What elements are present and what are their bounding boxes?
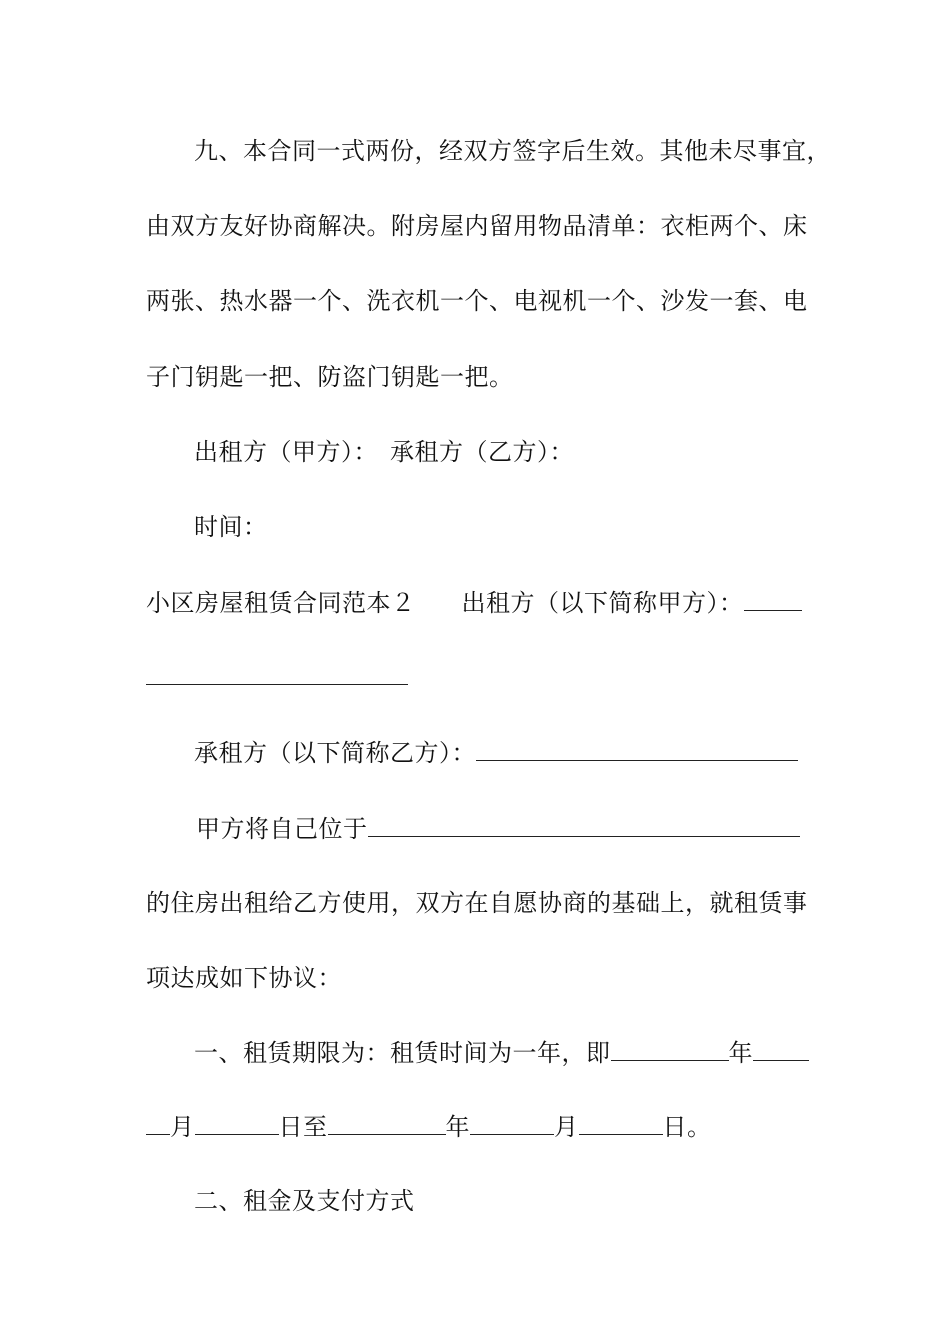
located-at-label: 甲方将自己位于 <box>196 815 368 843</box>
term-line-2 <box>146 1112 826 1142</box>
year-label: 年 <box>445 1113 470 1141</box>
month-label: 月 <box>554 1113 579 1141</box>
lessee-label: 承租方（乙方）： <box>390 438 574 466</box>
paragraph-9-line-3 <box>146 286 826 316</box>
lessee-line <box>194 738 874 768</box>
text: 的住房出租给乙方使用，双方在自愿协商的基础上，就租赁事 <box>146 889 808 917</box>
paragraph-9-line-2 <box>146 211 826 241</box>
contract-title: 小区房屋租赁合同范本２ <box>146 589 416 617</box>
start-day-blank <box>195 1112 279 1135</box>
end-month-blank <box>470 1112 554 1135</box>
term-line-1 <box>194 1038 874 1068</box>
lessor-name-blank-continued <box>146 684 408 685</box>
time-label: 时间： <box>194 513 268 541</box>
start-year-blank <box>611 1038 729 1061</box>
term-label: 一、租赁期限为：租赁时间为一年，即 <box>194 1039 611 1067</box>
start-month-blank <box>753 1038 809 1061</box>
year-label: 年 <box>728 1039 753 1067</box>
time-line <box>194 512 874 542</box>
lessor-full-label: 出租方（以下简称甲方）： <box>461 589 744 617</box>
paragraph-9-line-4 <box>146 362 826 392</box>
text: 两张、热水器一个、洗衣机一个、电视机一个、沙发一套、电 <box>146 287 808 315</box>
end-year-blank <box>328 1112 446 1135</box>
text: 二、租金及支付方式 <box>194 1187 415 1215</box>
day-to-label: 日至 <box>278 1113 328 1141</box>
text: 项达成如下协议： <box>146 964 342 992</box>
signature-line <box>194 437 874 467</box>
lessor-label: 出租方（甲方）： <box>194 438 378 466</box>
lessee-name-blank <box>476 738 798 761</box>
month-label: 月 <box>170 1113 195 1141</box>
text: 九、本合同一式两份，经双方签字后生效。其他未尽事宜， <box>194 137 831 165</box>
paragraph-lease-line-2 <box>146 963 826 993</box>
start-month-blank-continued <box>146 1112 170 1135</box>
lessor-name-blank <box>744 588 802 611</box>
section-2-title <box>194 1186 874 1216</box>
contract-title-line <box>146 588 826 618</box>
text: 由双方友好协商解决。附房屋内留用物品清单：衣柜两个、床 <box>146 212 808 240</box>
end-day-blank <box>579 1112 663 1135</box>
lessee-full-label: 承租方（以下简称乙方）： <box>194 739 476 767</box>
paragraph-lease-line-1 <box>146 888 826 918</box>
text: 子门钥匙一把、防盗门钥匙一把。 <box>146 363 514 391</box>
day-end-label: 日。 <box>662 1113 712 1141</box>
address-blank <box>368 814 800 837</box>
location-line <box>196 814 876 844</box>
paragraph-9-line-1 <box>194 136 874 166</box>
